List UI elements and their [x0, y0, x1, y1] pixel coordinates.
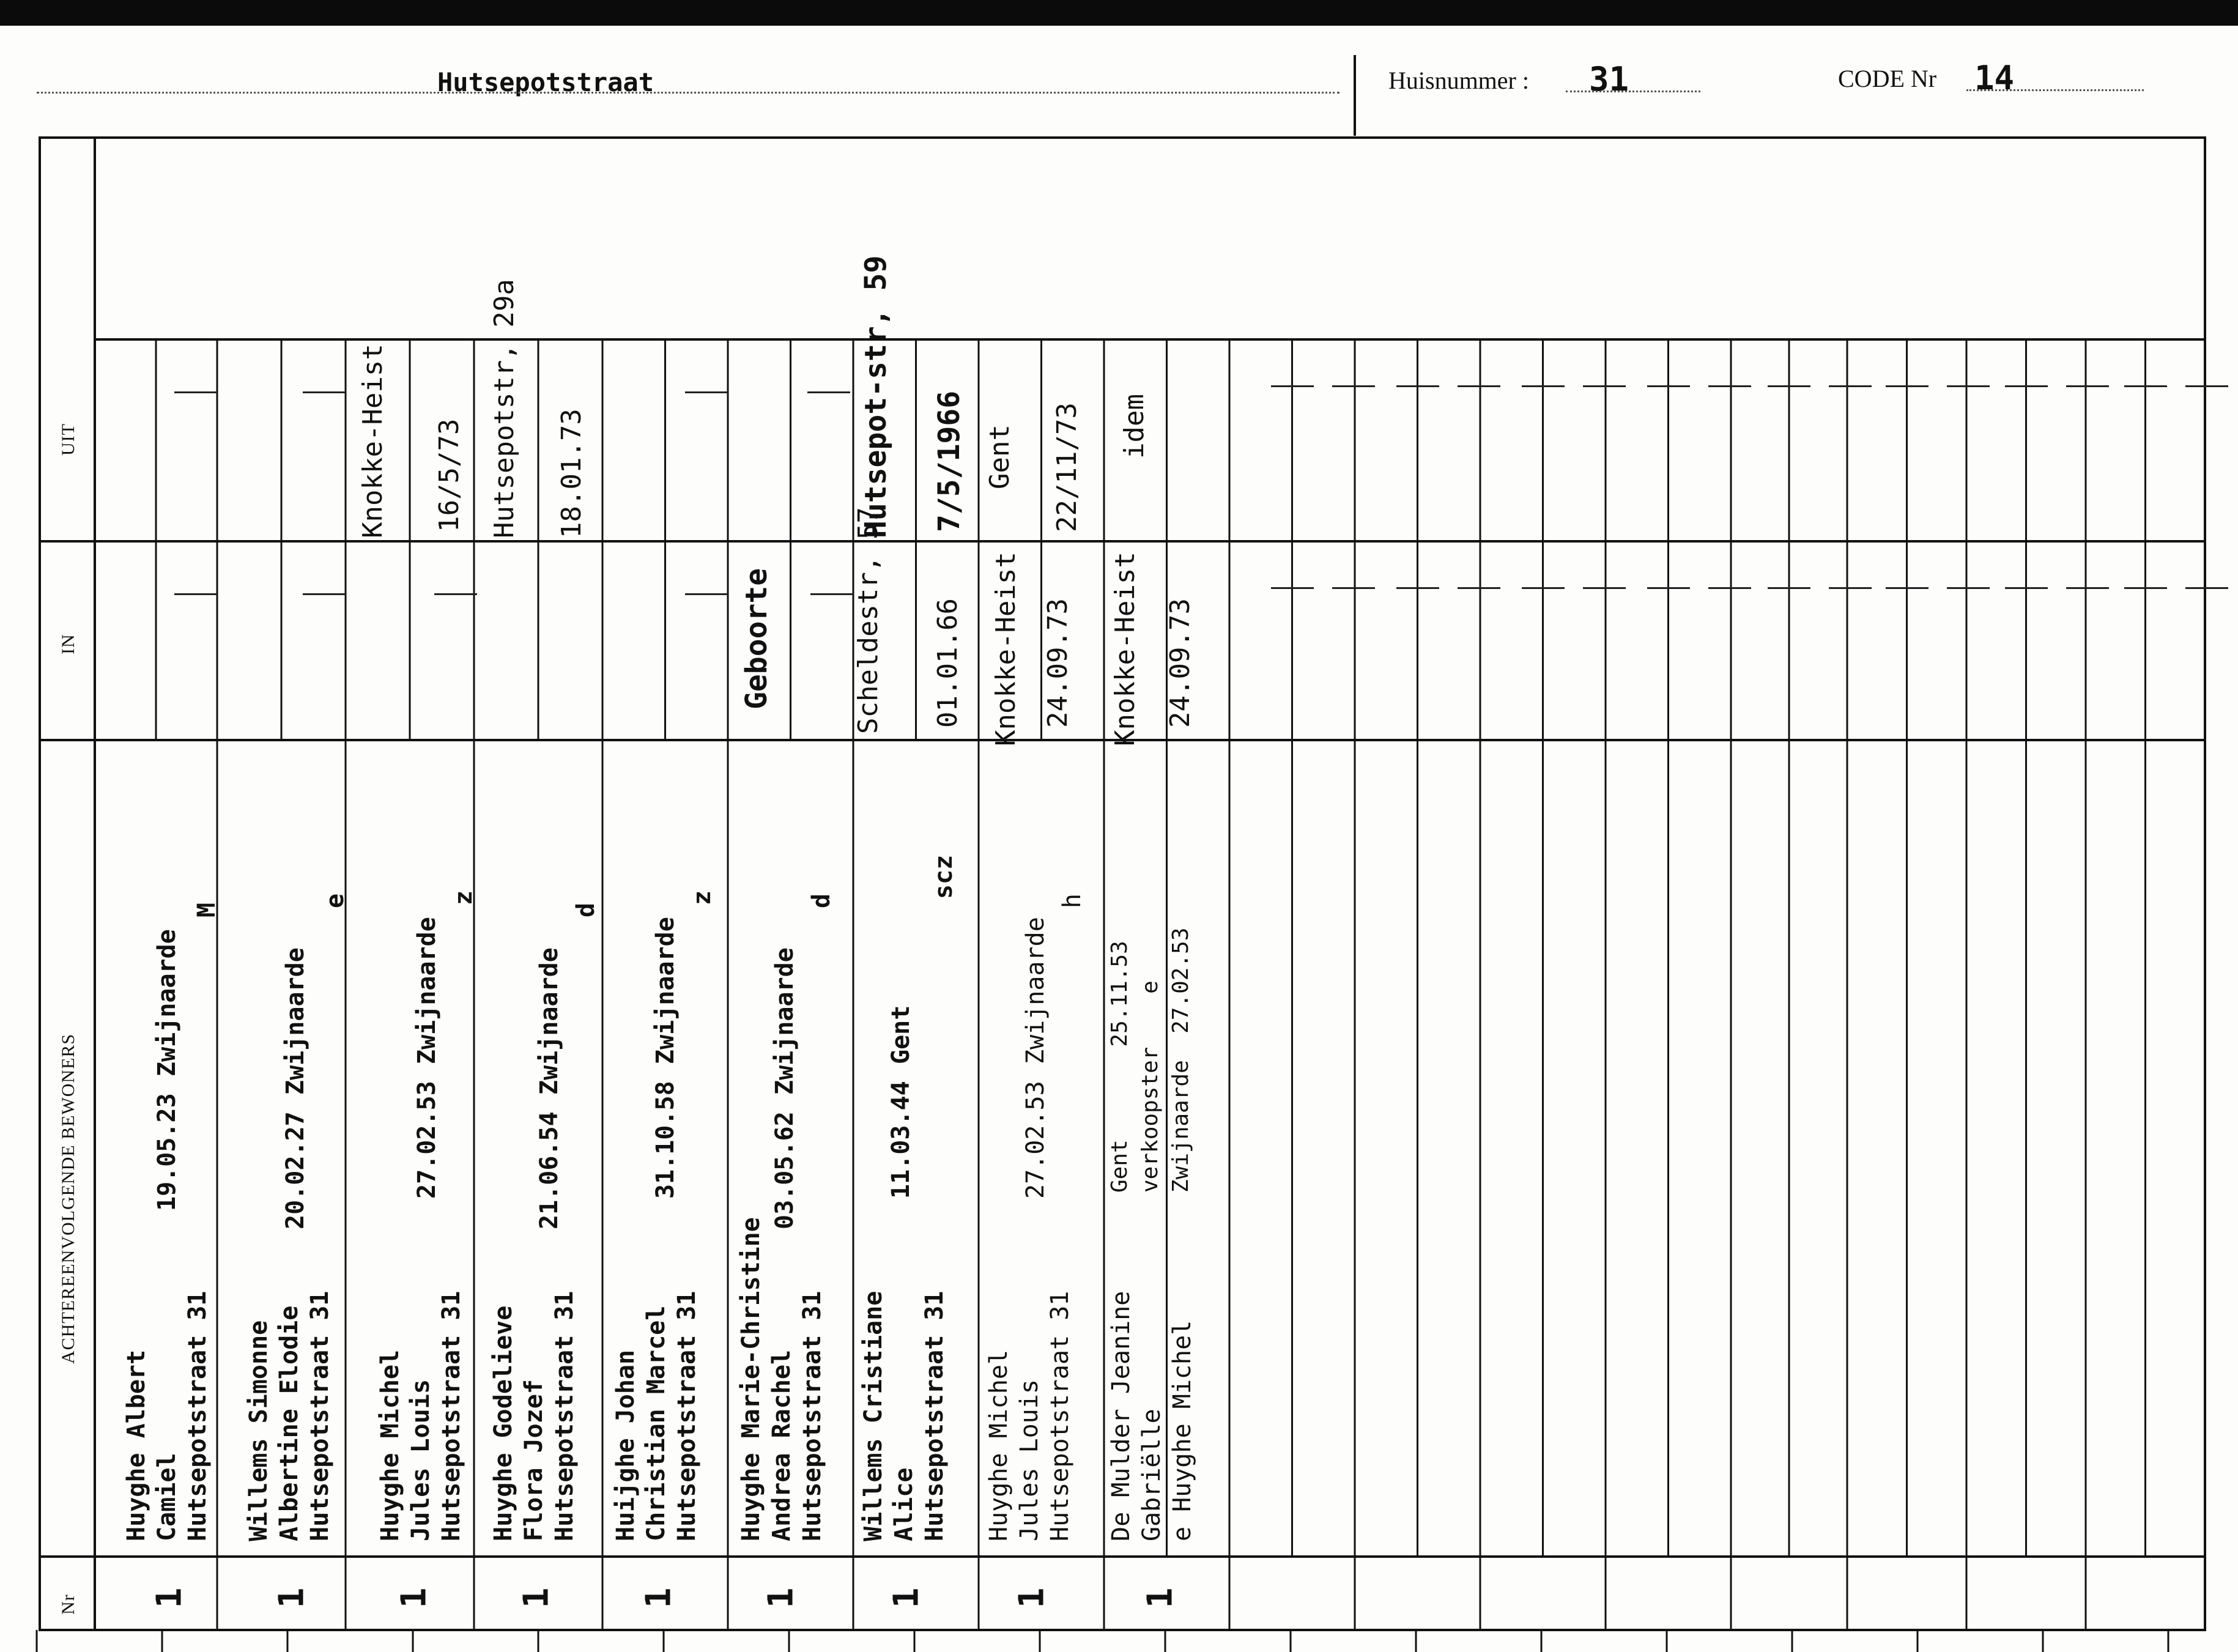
- entry-address: Hutsepotstraat 31: [437, 1291, 465, 1541]
- entry-name1: Willems Cristiane: [859, 1291, 887, 1541]
- entry-name1: Huyghe Godelieve: [489, 1305, 517, 1541]
- entry-nr: 1: [516, 1587, 557, 1609]
- entry-name1: Huyghe Albert: [122, 1349, 150, 1541]
- huisnummer-value: 31: [1589, 60, 1629, 98]
- entry-uit-date: 22/11/73: [1051, 402, 1083, 532]
- entry-nr: 1: [1012, 1587, 1052, 1609]
- empty-dash: [1458, 587, 1500, 589]
- entry-uit-place: Hutsepot-str, 59: [859, 255, 893, 538]
- entry-mark: d: [572, 902, 600, 917]
- entry-name3: e Huyghe Michel: [1168, 1320, 1196, 1541]
- empty-dash: [1829, 385, 1872, 387]
- empty-dash: [1886, 385, 1929, 387]
- entry-birthdate: 03.05.62: [771, 1111, 799, 1229]
- entry-birthdate: 27.02.53: [413, 1081, 441, 1199]
- empty-dash: [1708, 587, 1751, 589]
- empty-dash: [1647, 587, 1690, 589]
- empty-dash: [1271, 385, 1314, 387]
- entry-in-place: Knokke-Heist: [1110, 552, 1141, 746]
- entry-name2: Jules Louis: [407, 1379, 435, 1541]
- empty-dash: [1458, 385, 1500, 387]
- entry-address: Hutsepotstraat 31: [550, 1291, 579, 1541]
- empty-dash: [1829, 587, 1872, 589]
- entry-birthdate: 20.02.27: [281, 1111, 309, 1229]
- entry-address: Hutsepotstraat 31: [798, 1291, 826, 1541]
- empty-dash: [2124, 385, 2167, 387]
- entry-name1: Huyghe Marie-Christine: [737, 1217, 765, 1541]
- entry-mark: scz: [930, 854, 958, 899]
- empty-dash: [1522, 587, 1565, 589]
- empty-dash: [2185, 587, 2228, 589]
- entry-nr: 1: [149, 1587, 190, 1609]
- entry-birthdate: 11.03.44: [887, 1081, 915, 1199]
- entry-name2: Albertine Elodie: [275, 1305, 303, 1541]
- entry-name2: Flora Jozef: [520, 1379, 548, 1541]
- entry-birthdate: 31.10.58: [651, 1081, 680, 1199]
- entry-address: Hutsepotstraat 31: [921, 1291, 949, 1541]
- entry-uit-date: 7/5/1966: [932, 390, 966, 532]
- empty-dash: [1886, 587, 1929, 589]
- entry-birthplace: Gent: [887, 1005, 915, 1064]
- empty-dash: [1271, 587, 1314, 589]
- entry-in-date: 24.09.73: [1165, 598, 1196, 728]
- entry-name1: Huijghe Johan: [612, 1349, 640, 1541]
- entry-name2: Christian Marcel: [642, 1305, 670, 1541]
- entry-birthplace: Zwijnaarde: [651, 917, 680, 1064]
- empty-dash: [2185, 385, 2228, 387]
- entry-name1: Huyghe Michel: [376, 1349, 404, 1541]
- empty-dash: [2124, 587, 2167, 589]
- entry-line-b: verkoopster e: [1138, 980, 1163, 1193]
- entry-mark: d: [807, 893, 836, 908]
- empty-dash: [1708, 385, 1751, 387]
- col-uit-label: UIT: [58, 423, 78, 456]
- empty-dash: [1647, 385, 1690, 387]
- empty-dash: [174, 391, 217, 393]
- entry-in-date: 01.01.66: [932, 598, 963, 728]
- entry-birthplace: Zwijnaarde: [535, 947, 563, 1095]
- empty-dash: [1947, 385, 1990, 387]
- empty-dash: [303, 593, 346, 595]
- entry-address: Hutsepotstraat 31: [1046, 1291, 1074, 1541]
- entry-uit-place: Gent: [984, 424, 1015, 489]
- entry-name1: De Mulder Jeanine: [1107, 1291, 1135, 1541]
- empty-dash: [2005, 385, 2048, 387]
- col-nr-label: Nr: [58, 1594, 78, 1615]
- entry-address: Hutsepotstraat 31: [183, 1291, 212, 1541]
- entry-birthplace: Zwijnaarde: [281, 947, 309, 1095]
- empty-dash: [1768, 385, 1810, 387]
- entry-name2: Alice: [890, 1467, 918, 1541]
- empty-dash: [1332, 587, 1375, 589]
- empty-dash: [1396, 385, 1439, 387]
- entry-uit-place: idem: [1119, 394, 1150, 459]
- empty-dash: [174, 593, 217, 595]
- code-value: 14: [1974, 59, 2015, 97]
- empty-dash: [1583, 587, 1626, 589]
- entry-name2: Jules Louis: [1015, 1379, 1043, 1541]
- col-bewoners-label: ACHTEREENVOLGENDE BEWONERS: [58, 1033, 78, 1364]
- empty-dash: [1947, 587, 1990, 589]
- entry-address: Hutsepotstraat 31: [673, 1291, 701, 1541]
- entry-address: Hutsepotstraat 31: [306, 1291, 334, 1541]
- entry-birthdate: 19.05.23: [153, 1093, 181, 1211]
- empty-dash: [2005, 587, 2048, 589]
- entry-in-place: Knokke-Heist: [990, 552, 1021, 746]
- entry-uit-place: Hutsepotstr, 29a: [489, 279, 520, 538]
- col-in-label: IN: [58, 634, 78, 654]
- entry-nr: 1: [886, 1587, 927, 1609]
- entry-uit-place: Knokke-Heist: [357, 344, 388, 538]
- entry-birthplace: Zwijnaarde: [771, 947, 799, 1095]
- entry-mark: e: [321, 893, 349, 908]
- entry-birthplace: Zwijnaarde: [153, 929, 181, 1076]
- entry-birthplace: Zwijnaarde: [1021, 917, 1050, 1064]
- empty-dash: [1332, 385, 1375, 387]
- entry-birthdate: 27.02.53: [1021, 1081, 1050, 1199]
- empty-dash: [807, 391, 850, 393]
- entry-mark: z: [688, 890, 716, 905]
- empty-dash: [2066, 385, 2109, 387]
- empty-dash: [685, 391, 728, 393]
- entry-mark: h: [1058, 893, 1086, 908]
- entry-in-place: Geboorte: [739, 568, 774, 709]
- entry-in-date: 24.09.73: [1042, 598, 1073, 728]
- entry-birthplace: Zwijnaarde: [413, 917, 441, 1064]
- empty-dash: [1583, 385, 1626, 387]
- street-name: Hutsepotstraat: [437, 67, 654, 97]
- code-label: CODE Nr: [1838, 65, 1937, 92]
- empty-dash: [1396, 587, 1439, 589]
- empty-dash: [303, 391, 346, 393]
- empty-dash: [1522, 385, 1565, 387]
- entry-mark: M: [193, 902, 221, 917]
- entry-name2: Camiel: [153, 1453, 181, 1541]
- empty-dash: [810, 593, 853, 595]
- entry-nr: 1: [394, 1587, 434, 1609]
- entry-birthdate: 21.06.54: [535, 1111, 563, 1229]
- entry-nr: 1: [272, 1587, 312, 1609]
- empty-dash: [685, 593, 728, 595]
- entry-line-c: Zwijnaarde 27.02.53: [1168, 927, 1193, 1193]
- entry-in-place: Scheldestr, 57: [853, 507, 884, 734]
- huisnummer-label: Huisnummer :: [1388, 67, 1529, 94]
- entry-name2: Gabriëlle: [1138, 1409, 1166, 1541]
- empty-dash: [1768, 587, 1810, 589]
- entry-nr: 1: [639, 1587, 679, 1609]
- entry-line-a: Gent 25.11.53: [1107, 941, 1132, 1193]
- empty-dash: [434, 593, 477, 595]
- entry-name2: Andrea Rachel: [768, 1349, 796, 1541]
- entry-uit-date: 16/5/73: [434, 418, 465, 532]
- entry-name1: Willems Simonne: [245, 1320, 273, 1541]
- entry-uit-date: 18.01.73: [556, 409, 587, 538]
- entry-mark: z: [450, 890, 478, 905]
- entry-name1: Huyghe Michel: [985, 1349, 1013, 1541]
- entry-nr: 1: [1140, 1587, 1180, 1609]
- empty-dash: [2066, 587, 2109, 589]
- entry-nr: 1: [761, 1587, 801, 1609]
